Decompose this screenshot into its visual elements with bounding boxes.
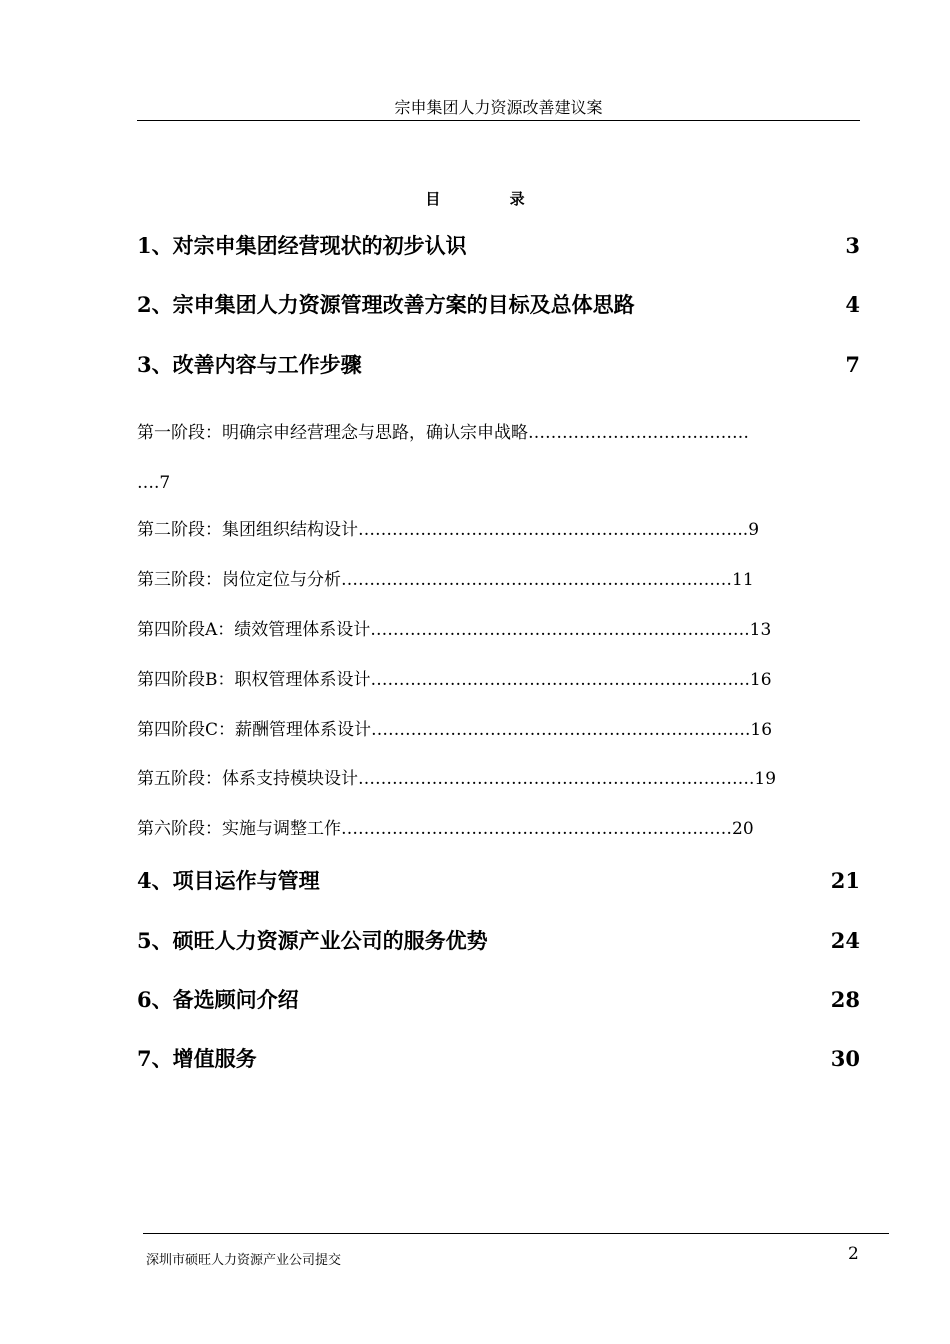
toc-entry-6[interactable] — [137, 986, 860, 1014]
footer-rule — [143, 1233, 889, 1234]
toc-subentry-label: 第四阶段B：职权管理体系设计 — [137, 670, 371, 690]
toc-entry-page: 30 — [830, 1046, 860, 1071]
toc-entry-1[interactable] — [137, 232, 860, 260]
toc-subentry-stage-4c[interactable] — [137, 718, 837, 742]
toc-leader-dots: ………………………………………………………… — [371, 720, 746, 740]
footer-page-number: 2 — [848, 1244, 859, 1264]
toc-subentry-page: 11 — [732, 570, 754, 590]
toc-subentry-label: 第三阶段：岗位定位与分析 — [137, 570, 341, 590]
header-rule — [137, 120, 860, 121]
toc-subentry-stage-3[interactable] — [137, 568, 837, 592]
toc-subentry-page: 20 — [732, 819, 754, 839]
toc-entry-label: 7、增值服务 — [137, 1046, 257, 1071]
toc-subentry-label: 第四阶段C：薪酬管理体系设计 — [137, 720, 372, 740]
toc-entry-3[interactable] — [137, 351, 860, 379]
toc-subentry-stage-4b[interactable] — [137, 668, 837, 692]
toc-subentry-label: 第四阶段A：绩效管理体系设计 — [137, 620, 371, 640]
toc-entry-page: 4 — [845, 292, 860, 317]
toc-subentry-page: .13 — [744, 620, 772, 640]
toc-leader-dots: ………………………………………………………… — [370, 620, 745, 640]
toc-entry-label: 2、宗申集团人力资源管理改善方案的目标及总体思路 — [137, 292, 635, 317]
toc-subentry-page: .19 — [749, 769, 777, 789]
toc-entry-7[interactable] — [137, 1045, 860, 1073]
toc-entry-page: 24 — [830, 928, 860, 953]
toc-leader-dots: ………………………………………………………… — [358, 520, 732, 540]
toc-subentry-label: 第六阶段：实施与调整工作 — [137, 819, 341, 839]
toc-entry-page: 28 — [830, 987, 860, 1012]
toc-subentry-label: 第五阶段：体系支持模块设计 — [137, 769, 358, 789]
toc-entry-label: 6、备选顾问介绍 — [137, 987, 299, 1012]
toc-entry-page: 7 — [845, 352, 860, 377]
footer-company: 深圳市硕旺人力资源产业公司提交 — [146, 1253, 342, 1268]
toc-subentry-stage-4a[interactable] — [137, 618, 837, 642]
toc-leader-dots: …………………………………………………………… — [358, 769, 749, 789]
toc-heading: 目 录 — [425, 190, 557, 208]
toc-entry-label: 3、改善内容与工作步骤 — [137, 352, 362, 377]
toc-subentry-stage-6[interactable] — [137, 817, 837, 841]
toc-entry-page: 21 — [830, 868, 860, 893]
toc-subentry-label: 第二阶段：集团组织结构设计 — [137, 520, 358, 540]
toc-leader-dots: …………………………………………………………… — [341, 819, 732, 839]
toc-subentry-stage-5[interactable] — [137, 767, 837, 791]
toc-leader-dots: …………………………………………………………… — [341, 570, 732, 590]
toc-entry-label: 4、项目运作与管理 — [137, 868, 320, 893]
toc-leader-dots: ………………………………………………………… — [370, 670, 745, 690]
toc-subentry-page: ...9 — [732, 520, 760, 540]
toc-entry-4[interactable] — [137, 867, 860, 895]
toc-subentry-stage-1-line-2: ….7 — [137, 473, 171, 493]
toc-entry-label: 1、对宗申集团经营现状的初步认识 — [137, 233, 467, 258]
toc-entry-2[interactable] — [137, 291, 860, 319]
toc-subentry-page: .16 — [745, 720, 773, 740]
toc-entry-label: 5、硕旺人力资源产业公司的服务优势 — [137, 928, 488, 953]
document-header-title: 宗申集团人力资源改善建议案 — [394, 98, 603, 117]
toc-entry-page: 3 — [845, 233, 860, 258]
toc-subentry-stage-1-line-1[interactable]: 第一阶段：明确宗申经营理念与思路，确认宗申战略………………………………… — [137, 423, 749, 443]
toc-subentry-page: .16 — [744, 670, 772, 690]
toc-subentry-stage-2[interactable] — [137, 518, 837, 542]
toc-entry-5[interactable] — [137, 927, 860, 955]
